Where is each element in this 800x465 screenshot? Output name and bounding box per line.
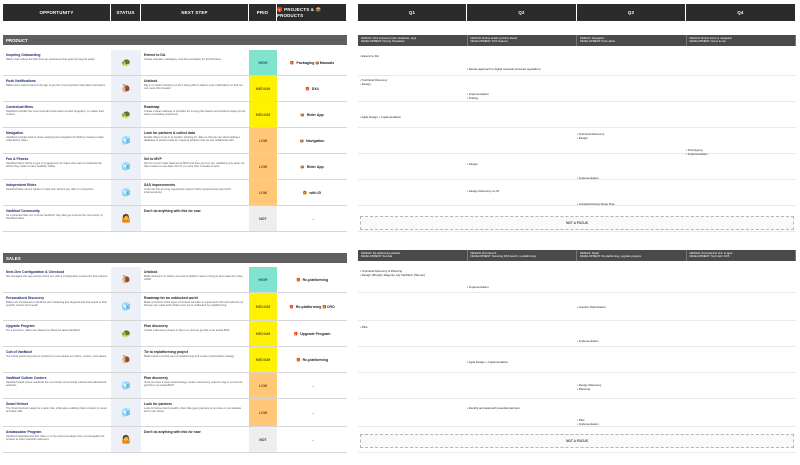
next-step-desc: Dig in on what's blocking us from being able to deliver push notifications so that we can move this forward — [144, 84, 243, 91]
table-row[interactable] — [3, 76, 347, 102]
next-step-desc: Make decisions on what e-commerce platform we're moving to and make the move ASAP — [144, 275, 243, 282]
project-label: Rider App — [306, 164, 324, 169]
next-step-title: Roadmap — [144, 105, 160, 109]
project-label: - — [312, 216, 314, 221]
status-cell — [111, 267, 141, 292]
roadmap-row-divider — [358, 320, 796, 321]
roadmap-item: • Agile Design + Implementation — [467, 361, 508, 365]
projects-cell — [277, 373, 347, 398]
opportunity-title: Ambassador Program — [6, 430, 42, 434]
next-step-title: Don't do anything with this for now — [144, 209, 201, 213]
roadmap-head-cell — [577, 250, 687, 261]
cube-icon: 🧊 — [121, 136, 131, 145]
opportunity-title: Contextual Menu — [6, 105, 34, 109]
table-row[interactable] — [3, 293, 347, 321]
opportunity-desc: We reimagine the way people check out, with a configuration experience that inspires — [6, 275, 108, 278]
priority-badge: HIGH — [249, 267, 277, 292]
opportunity-cell — [3, 321, 111, 346]
next-step-desc: Make brand a central part of replatforming and content optimization strategy — [144, 355, 235, 358]
roadmap-head-cell — [687, 250, 797, 261]
next-step-cell — [141, 76, 249, 101]
table-row[interactable] — [3, 321, 347, 347]
section-product: PRODUCT — [3, 35, 347, 45]
next-step-cell — [141, 180, 249, 205]
table-row[interactable] — [3, 154, 347, 180]
roadmap-item: • Implementation — [467, 286, 489, 290]
not-a-focus-ribbon: NOT A FOCUS — [360, 216, 794, 230]
next-step-title: Plan discovery — [144, 324, 168, 328]
roadmap-head-dev: DEVELOPMENT: DX4 features — [470, 40, 508, 44]
roadmap-row-divider — [358, 372, 796, 373]
roadmap-item: • Extend to DA — [360, 55, 379, 59]
opportunity-cell — [3, 427, 111, 452]
status-cell — [111, 76, 141, 101]
priority-badge: LOW — [249, 154, 277, 179]
roadmap-head-dev: DEVELOPMENT: Driving Translation — [361, 40, 405, 44]
table-row[interactable] — [3, 347, 347, 373]
projects-cell — [277, 128, 347, 153]
opportunity-title: Independent Rides — [6, 183, 37, 187]
roadmap-product-head — [358, 35, 796, 46]
opportunity-desc: VanMoof brand stores celebrate the community and provide cultural and educational activities — [6, 381, 107, 388]
section-sales: SALES — [3, 253, 347, 263]
roadmap-item: • Planning — [577, 388, 590, 392]
opportunity-title: VanMoof Culture Centers — [6, 376, 47, 380]
priority-badge: MEDIUM — [249, 293, 277, 320]
table-row[interactable] — [3, 399, 347, 427]
opportunity-title: Push Notifications — [6, 79, 36, 83]
cube-icon: 🧊 — [121, 188, 131, 197]
roadmap-head-dev: DEVELOPMENT: Surviving DX4 launch, re-platforming — [470, 255, 536, 259]
next-step-title: Don't do anything with this for now — [144, 430, 201, 434]
projects-cell — [277, 293, 347, 320]
priority-badge: LOW — [249, 399, 277, 426]
priority-badge: MEDIUM — [249, 102, 277, 127]
roadmap-head-dev: DEVELOPMENT: Home & nav — [689, 40, 726, 44]
next-step-desc: Once we have a clear retail strategy, create a discovery project to dig in on how we get this to an actual MVP — [144, 381, 243, 388]
next-step-title: Tie to replatforming project — [144, 350, 189, 354]
opportunity-desc: Riders learn about the bike from an experience that goes far beyond paper — [6, 58, 95, 61]
status-cell — [111, 373, 141, 398]
status-cell — [111, 102, 141, 127]
opportunity-cell — [3, 180, 111, 205]
turtle-icon: 🐢 — [121, 110, 131, 119]
status-cell — [111, 154, 141, 179]
cube-icon: 🧊 — [121, 162, 131, 171]
roadmap-head-cell — [468, 250, 578, 261]
next-step-cell — [141, 128, 249, 153]
header-q4: Q4 — [686, 4, 796, 21]
roadmap-head-design: DESIGN: Navigation — [580, 37, 605, 40]
next-step-desc: Enable riders to opt in to location tracking for rides so that we can start building a database of cluster roads for mapping partners that we can collaborate with — [144, 136, 241, 143]
status-cell — [111, 128, 141, 153]
next-step-desc: Create a discovery project to dig in on how we get this to an actual MVP — [144, 329, 230, 332]
table-row[interactable] — [3, 180, 347, 206]
roadmap-head-cell — [358, 35, 468, 46]
roadmap-item: • Technical Discovery — [360, 79, 387, 83]
next-step-cell — [141, 347, 249, 372]
priority-badge: NOT — [249, 427, 277, 452]
roadmap-item: • Identify and approach potential partners — [467, 407, 520, 411]
next-step-desc: Create manuals, packaging, and documentation for the DA bikes — [144, 58, 221, 61]
roadmap-row-divider — [358, 398, 796, 399]
roadmap-item: • Implementation — [577, 340, 599, 344]
roadmap-head-dev: DEVELOPMENT: Survival — [361, 255, 393, 259]
opportunity-title: Fun & Fitness — [6, 157, 29, 161]
priority-badge: LOW — [249, 128, 277, 153]
project-icon: 🎁 — [289, 304, 294, 309]
project-label: Rider App — [306, 112, 324, 117]
roadmap-row-divider — [358, 346, 796, 347]
header-status: STATUS — [111, 4, 141, 21]
roadmap-row-divider — [358, 101, 796, 102]
priority-badge: LOW — [249, 180, 277, 205]
opportunity-cell — [3, 50, 111, 75]
roadmap-head-design: DESIGN: Refine home & navigation — [689, 37, 733, 40]
roadmap-row-divider — [358, 231, 796, 232]
opportunity-desc: VanMoof provides the most important information at their fingertips, no matter their context — [6, 110, 104, 117]
project-icon: 📦 — [300, 164, 305, 169]
next-step-cell — [141, 321, 249, 346]
table-row[interactable] — [3, 50, 347, 76]
roadmap-head-cell — [577, 35, 687, 46]
next-step-title: Unblock — [144, 270, 158, 274]
roadmap-item: • Technical Discovery — [577, 133, 604, 137]
roadmap-head-cell — [468, 35, 578, 46]
project-label: - — [312, 383, 314, 388]
roadmap-item: • Technical Discovery & Planning — [360, 270, 402, 274]
opportunity-desc: For a premium, riders can always be riding the latest VanMoof — [6, 329, 80, 332]
next-step-cell — [141, 293, 249, 320]
opportunity-title: Smart Helmet — [6, 402, 28, 406]
priority-badge: NOT — [249, 206, 277, 231]
header-projects: 🎁 PROJECTS & 📦 PRODUCTS — [277, 4, 347, 21]
next-step-desc: Create a clear roadmap of priorities for moving this feature set forward to keep up the same compelling experience — [144, 110, 246, 117]
projects-cell — [277, 206, 347, 231]
project-label: - — [312, 437, 314, 442]
roadmap-item: • Testing — [467, 97, 478, 101]
project-icon: 🎁 — [293, 331, 299, 336]
opportunity-desc: VanMoof provides best-in-class mapping and navigation for Riders, based on data collected by riders — [6, 136, 104, 143]
roadmap-item: • Pilot — [577, 419, 584, 423]
opportunity-cell — [3, 154, 111, 179]
opportunity-title: VanMoof Community — [6, 209, 40, 213]
priority-badge: LOW — [249, 373, 277, 398]
roadmap-head-design: DESIGN: DX4 launch — [470, 252, 497, 255]
project-icon: 🎁 — [295, 277, 301, 282]
roadmap-head-cell — [687, 35, 797, 46]
next-step-title: Set to MVP — [144, 157, 162, 161]
roadmap-sales-head — [358, 250, 796, 261]
opportunity-desc: VanMoof riders will be a type of engagement for riders who want to celebrate the efforts they make to have healthier habits — [6, 162, 102, 169]
table-row[interactable] — [3, 102, 347, 128]
projects-cell — [277, 399, 347, 426]
header-q1: Q1 — [358, 4, 467, 21]
opportunity-desc: VanMoof celebrates the first riders in a city and encourages them to evangelize the product to other potential customers — [6, 435, 105, 442]
project-label: Re-platforming — [302, 277, 329, 282]
status-cell — [111, 427, 141, 452]
opportunity-title: Inspiring Onboarding — [6, 53, 41, 57]
opportunity-cell — [3, 128, 111, 153]
roadmap-head-design: DESIGN: Re-platforming website — [361, 252, 401, 255]
next-step-cell — [141, 373, 249, 398]
opportunity-title: Cult of VanMoof — [6, 350, 32, 354]
next-step-cell — [141, 102, 249, 127]
projects-cell — [277, 267, 347, 292]
projects-cell — [277, 347, 347, 372]
roadmap-row-divider — [358, 127, 796, 128]
roadmap-item: • Revise approach to digital manuals (reduced regulation) — [467, 68, 541, 72]
roadmap-item: • Implementation — [577, 423, 599, 427]
roadmap-row-divider — [358, 153, 796, 154]
not-a-focus-ribbon: NOT A FOCUS — [360, 434, 794, 448]
roadmap-item: • Content Optimization — [577, 306, 606, 310]
project-label: Re-platforming — [302, 357, 329, 362]
mummy-icon: 🤷 — [121, 435, 131, 444]
opportunity-desc: Our brand grants beyond our products to encompass our riders, mission, and values — [6, 355, 107, 358]
next-step-title: Roadmap for an unblocked world — [144, 296, 198, 300]
header-q2: Q2 — [467, 4, 577, 21]
roadmap-row-divider — [358, 452, 796, 453]
next-step-desc: Make a timeline of the types of content we'd like to experiment with and optimize so that we can make bold strides once we're unblocked by replatforming — [144, 301, 244, 308]
project-icon: 🎁 — [295, 357, 301, 362]
opportunity-cell — [3, 102, 111, 127]
status-cell — [111, 347, 141, 372]
project-label: Upgrade Program — [300, 331, 331, 336]
opportunity-desc: The Smart Helmet makes for a safer ride, while also enabling riders to listen to music and take calls — [6, 407, 107, 414]
table-row[interactable] — [3, 206, 347, 232]
roadmap-row-divider — [358, 292, 796, 293]
roadmap-head-cell — [358, 250, 468, 261]
opportunity-cell — [3, 76, 111, 101]
status-cell — [111, 180, 141, 205]
roadmap-head-design: DESIGN: DX4 enhanced (disc-brakeless, app) — [361, 37, 417, 40]
snail-icon: 🐌 — [121, 84, 131, 93]
roadmap-row-divider — [358, 75, 796, 76]
snail-icon: 🐌 — [121, 275, 131, 284]
projects-cell — [277, 76, 347, 101]
roadmap-item: • Design Discovery on ID — [467, 190, 499, 194]
roadmap-head-design: DESIGN: Omnichannel (CX, in-app) — [689, 252, 733, 255]
opportunity-cell — [3, 267, 111, 292]
roadmap-item: • Design (Shopify, Magento, My VanMoof, Planner) — [360, 274, 425, 278]
roadmap-item: • Agile Design + Implementation — [360, 116, 401, 120]
next-step-title: Extend to DA — [144, 53, 166, 57]
roadmap-item: • Design — [360, 83, 371, 87]
cube-icon: 🧊 — [121, 302, 131, 311]
priority-badge: MEDIUM — [249, 347, 277, 372]
header-prio: PRIO — [249, 4, 277, 21]
cube-icon: 🧊 — [121, 381, 131, 390]
project-label: - — [312, 410, 314, 415]
roadmap-head-dev: DEVELOPMENT: Re-platforming, upgrade program — [580, 255, 642, 259]
project-label: Re-platforming 🎁CRO — [295, 304, 335, 309]
status-cell — [111, 50, 141, 75]
next-step-desc: Look into this as a key opportunity area for SAS improvements (and SAS improvements) — [144, 188, 231, 195]
roadmap-item: • Pilot — [360, 326, 367, 330]
opportunity-title: Next-Gen Configuration & Checkout — [6, 270, 65, 274]
table-row[interactable] — [3, 373, 347, 399]
priority-badge: MEDIUM — [249, 76, 277, 101]
opportunity-title: Upgrade Program — [6, 324, 35, 328]
header-q3: Q3 — [577, 4, 686, 21]
project-icon: 🎁 — [289, 60, 295, 65]
next-step-title: Plan discovery — [144, 376, 168, 380]
table-row[interactable] — [3, 267, 347, 293]
project-icon: 📦 — [300, 112, 305, 117]
opportunity-cell — [3, 206, 111, 231]
project-label: Packaging 📦Manuals — [296, 60, 335, 65]
projects-cell — [277, 102, 347, 127]
next-step-cell — [141, 427, 249, 452]
next-step-cell — [141, 267, 249, 292]
turtle-icon: 🐢 — [121, 58, 131, 67]
next-step-cell — [141, 50, 249, 75]
roadmap-item: • Implementation — [686, 153, 708, 157]
table-row[interactable] — [3, 128, 347, 154]
cube-icon: 🧊 — [121, 408, 131, 417]
projects-cell — [277, 180, 347, 205]
project-icon: 🎁 — [302, 190, 308, 195]
next-step-title: SAS improvements — [144, 183, 176, 187]
priority-badge: MEDIUM — [249, 321, 277, 346]
opportunity-desc: Riders are introduced to VanMoof with marketing and targeted ads that speak to their specific context and needs — [6, 301, 108, 308]
roadmap-item: • Design — [467, 163, 478, 167]
opportunity-cell — [3, 399, 111, 426]
roadmap-head-dev: DEVELOPMENT: Tech debt, DX5 — [689, 255, 730, 259]
roadmap-item: • Implementation — [467, 93, 489, 97]
next-step-cell — [141, 154, 249, 179]
roadmap-head-dev: DEVELOPMENT: Push alerts — [580, 40, 615, 44]
opportunity-cell — [3, 347, 111, 372]
header-opportunity: OPPORTUNITY — [3, 4, 111, 21]
next-step-title: Unblock — [144, 79, 158, 83]
projects-cell — [277, 154, 347, 179]
roadmap-head-design: DESIGN: Retail — [580, 252, 599, 255]
table-row[interactable] — [3, 427, 347, 453]
next-step-cell — [141, 206, 249, 231]
snail-icon: 🐌 — [121, 355, 131, 364]
next-step-cell — [141, 399, 249, 426]
roadmap-item: • Design Discovery — [577, 384, 601, 388]
roadmap-head-design: DESIGN: Refine details (product ideas) — [470, 37, 518, 40]
next-step-desc: Look for helmet (and possibly other bike gear) partners to promote on our website and in our stores — [144, 407, 242, 414]
roadmap-item: • Design — [577, 137, 588, 141]
priority-badge: HIGH — [249, 50, 277, 75]
next-step-title: Look for partners — [144, 402, 173, 406]
turtle-icon: 🐢 — [121, 329, 131, 338]
projects-cell — [277, 50, 347, 75]
project-icon: 🎁 — [305, 86, 310, 91]
opportunity-cell — [3, 293, 111, 320]
projects-cell — [277, 427, 347, 452]
roadmap-item: • Implementation — [577, 177, 599, 181]
status-cell — [111, 321, 141, 346]
opportunity-desc: As a potential rider join to know VanMoof, they also get to know the community of VanMoof riders — [6, 214, 103, 221]
status-cell — [111, 293, 141, 320]
mummy-icon: 🤷 — [121, 214, 131, 223]
next-step-title: Look for partners & collect data — [144, 131, 196, 135]
project-label: with ID — [309, 190, 322, 195]
status-cell — [111, 399, 141, 426]
next-step-desc: Set out current rides features as MVP and then put it on ice, validating only when we have reason to use data. Aim for no more than 3 weeks of work. — [144, 162, 245, 169]
projects-cell — [277, 321, 347, 346]
project-label: Navigation — [306, 138, 325, 143]
roadmap-item: • Prototyping — [686, 149, 702, 153]
roadmap-item: • Industrial Design Deep Dive — [577, 203, 615, 207]
opportunity-title: Personalized Discovery — [6, 296, 45, 300]
project-icon: 📦 — [299, 138, 305, 143]
opportunity-desc: Riders don't want to launch the app to get the most important information and alerts — [6, 84, 106, 87]
opportunity-desc: VanMoof bikes can be ridden on their own without any rider or connection — [6, 188, 94, 191]
header-next-step: NEXT STEP — [141, 4, 249, 21]
status-cell — [111, 206, 141, 231]
opportunity-title: Navigation — [6, 131, 24, 135]
project-label: DX4 — [311, 86, 319, 91]
opportunity-cell — [3, 373, 111, 398]
